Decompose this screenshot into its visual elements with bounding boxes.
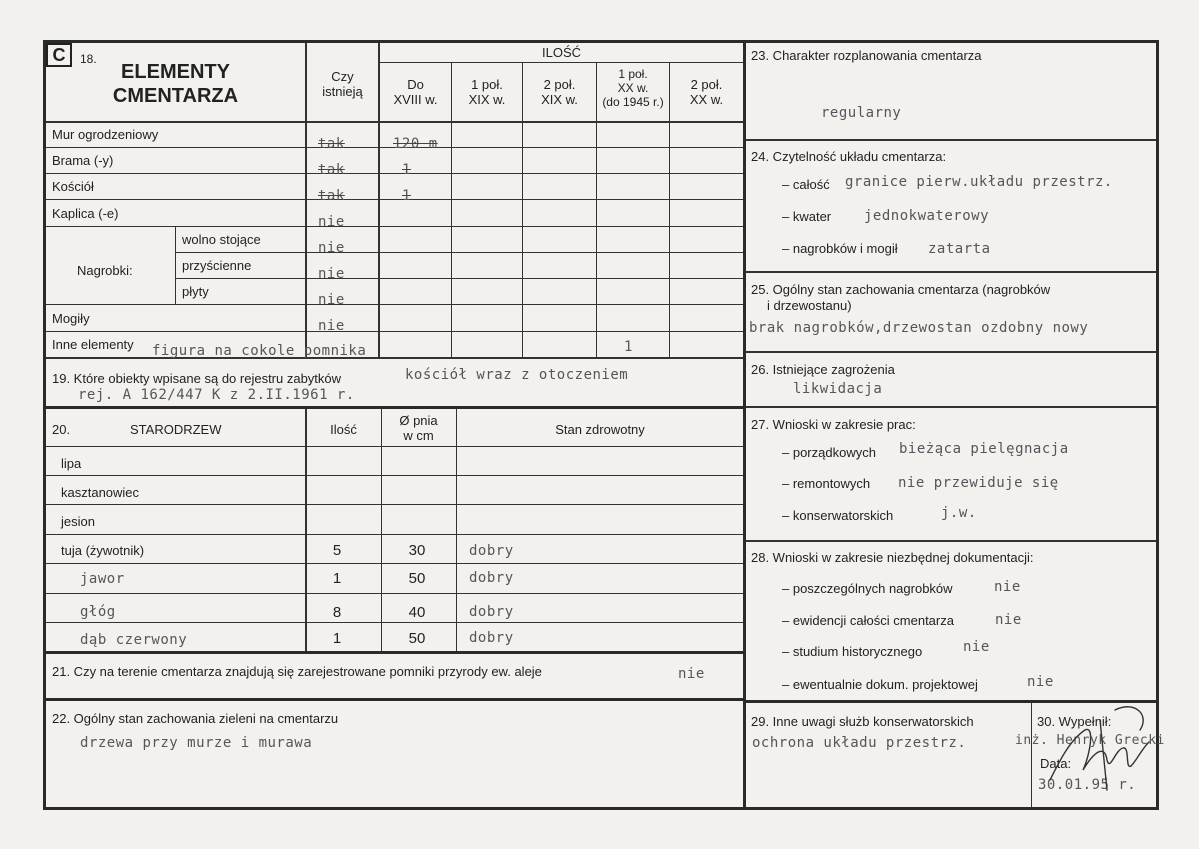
section-22-value: drzewa przy murze i murawa (80, 735, 313, 751)
dab-ilosc: 1 (332, 630, 342, 647)
row-inne-label: Inne elementy (52, 337, 134, 352)
czy-brama-value: tak (318, 162, 345, 178)
czy-przyscienne-value: nie (318, 266, 345, 282)
section-18-number: 18. (80, 52, 97, 66)
section-23-label: 23. Charakter rozplanowania cmentarza (751, 48, 982, 63)
section-29-value: ochrona układu przestrz. (752, 735, 967, 751)
section-19-value-2: rej. A 162/447 K z 2.II.1961 r. (78, 387, 355, 403)
czy-wolno-value: nie (318, 240, 345, 256)
section-27-label: 27. Wnioski w zakresie prac: (751, 417, 916, 432)
section-27-remontowych-value: nie przewiduje się (898, 475, 1059, 491)
section-30-label: 30. Wypełnił: (1037, 714, 1112, 729)
tree-jawor: jawor (80, 571, 125, 587)
section-18-title (88, 60, 263, 108)
section-20-number: 20. (52, 422, 71, 437)
starodrzew-header: STARODRZEW (130, 422, 222, 437)
tree-tuja: tuja (żywotnik) (61, 543, 145, 558)
row-wolno-stojace-label: wolno stojące (182, 232, 261, 247)
period-1pol-xx: 1 poł. XX w. (do 1945 r.) (602, 67, 664, 109)
inne-elementy-value: figura na cokole pomnika (152, 343, 367, 359)
inne-1polxx-value: 1 (624, 339, 633, 355)
czy-mogily-value: nie (318, 318, 345, 334)
section-19-value-1: kościół wraz z otoczeniem (405, 367, 629, 383)
section-26-value: likwidacja (793, 381, 883, 397)
section-28-row-2-label: – ewidencji całości cmentarza (782, 613, 954, 628)
section-28-row-3-value: nie (963, 639, 990, 655)
tree-lipa: lipa (61, 456, 82, 471)
tree-dab: dąb czerwony (80, 632, 188, 648)
row-kaplica-label: Kaplica (-e) (52, 206, 119, 221)
section-27-remontowych-label: – remontowych (782, 476, 871, 491)
section-28-row-1-label: – poszczególnych nagrobków (782, 581, 953, 596)
czy-kosciol-value: tak (318, 188, 345, 204)
section-28-row-4-value: nie (1027, 674, 1054, 690)
section-24-kwater-label: – kwater (782, 209, 832, 224)
section-27-konserwatorskich-value: j.w. (941, 505, 977, 521)
section-22-label: 22. Ogólny stan zachowania zieleni na cmentarzu (52, 711, 339, 726)
section-28-label: 28. Wnioski w zakresie niezbędnej dokumentacji: (751, 550, 1034, 565)
section-24-label: 24. Czytelność układu cmentarza: (751, 149, 947, 164)
glog-ilosc: 8 (332, 604, 342, 621)
czy-plyty-value: nie (318, 292, 345, 308)
row-plyty-label: płyty (182, 284, 209, 299)
period-do-xviii: Do XVIII w. (393, 77, 438, 107)
ilosc-header: ILOŚĆ (541, 45, 581, 60)
mur-do18-value: 120 m (393, 136, 438, 152)
section-30-date: 30.01.95 r. (1038, 777, 1137, 793)
section-21-value: nie (678, 666, 705, 682)
brama-do18-value: 1 (402, 162, 411, 178)
section-21-label: 21. Czy na terenie cmentarza znajdują się zarejestrowane pomniki przyrody ew. aleje (52, 664, 542, 679)
signature-image (1045, 700, 1155, 795)
section-27-konserwatorskich-label: – konserwatorskich (782, 508, 894, 523)
czy-mur-value: tak (318, 136, 345, 152)
tuja-stan: dobry (469, 543, 514, 559)
ilosc-tree-header: Ilość (330, 422, 357, 437)
tree-jesion: jesion (61, 514, 95, 529)
pien-header: Ø pnia w cm (399, 413, 438, 443)
section-24-nagrobkow-value: zatarta (928, 241, 991, 257)
jawor-ilosc: 1 (332, 570, 342, 587)
czy-kaplica-value: nie (318, 214, 345, 230)
title-line-2: CMENTARZA (112, 85, 239, 107)
stan-header: Stan zdrowotny (555, 422, 645, 437)
section-19-label: 19. Które obiekty wpisane są do rejestru zabytków (52, 371, 342, 386)
tree-kasztanowiec: kasztanowiec (61, 485, 140, 500)
glog-cm: 40 (408, 604, 426, 621)
row-brama-label: Brama (-y) (52, 153, 114, 168)
period-2pol-xix: 2 poł. XIX w. (541, 77, 578, 107)
row-mur-label: Mur ogrodzeniowy (52, 127, 159, 142)
section-24-kwater-value: jednokwaterowy (864, 208, 990, 224)
section-25-label-2: i drzewostanu) (767, 298, 852, 313)
row-mogily-label: Mogiły (52, 311, 90, 326)
section-24-nagrobkow-label: – nagrobków i mogił (782, 241, 898, 256)
section-28-row-1-value: nie (994, 579, 1021, 595)
dab-stan: dobry (469, 630, 514, 646)
kosciol-do18-value: 1 (402, 188, 411, 204)
section-26-label: 26. Istniejące zagrożenia (751, 362, 895, 377)
section-28-row-3-label: – studium historycznego (782, 644, 923, 659)
title-line-1: ELEMENTY (121, 61, 230, 83)
dab-cm: 50 (408, 630, 426, 647)
tree-glog: głóg (80, 604, 116, 620)
tuja-ilosc: 5 (332, 542, 342, 559)
row-przyscienne-label: przyścienne (182, 258, 252, 273)
czy-istnieja-header: Czy istnieją (322, 69, 363, 99)
jawor-stan: dobry (469, 570, 514, 586)
section-24-calosc-value: granice pierw.układu przestrz. (845, 174, 1113, 190)
section-29-label: 29. Inne uwagi służb konserwatorskich (751, 714, 974, 729)
nagrobki-label: Nagrobki: (77, 263, 133, 278)
section-30-data-label: Data: (1040, 756, 1072, 771)
section-25-label-1: 25. Ogólny stan zachowania cmentarza (nagrobków (751, 282, 1051, 297)
section-28-row-4-label: – ewentualnie dokum. projektowej (782, 677, 978, 692)
jawor-cm: 50 (408, 570, 426, 587)
period-1pol-xix: 1 poł. XIX w. (468, 77, 506, 107)
row-kosciol-label: Kościół (52, 179, 94, 194)
section-25-value: brak nagrobków,drzewostan ozdobny nowy (749, 320, 1089, 336)
section-c-box: C (46, 43, 72, 67)
section-27-porzadkowych-value: bieżąca pielęgnacja (899, 441, 1069, 457)
section-24-calosc-label: – całość (782, 177, 830, 192)
glog-stan: dobry (469, 604, 514, 620)
period-2pol-xx: 2 poł. XX w. (689, 77, 724, 107)
section-23-value: regularny (821, 105, 902, 121)
section-27-porzadkowych-label: – porządkowych (782, 445, 876, 460)
section-30-name: inż. Henryk Grecki (1015, 733, 1165, 748)
section-28-row-2-value: nie (995, 612, 1022, 628)
tuja-cm: 30 (408, 542, 426, 559)
